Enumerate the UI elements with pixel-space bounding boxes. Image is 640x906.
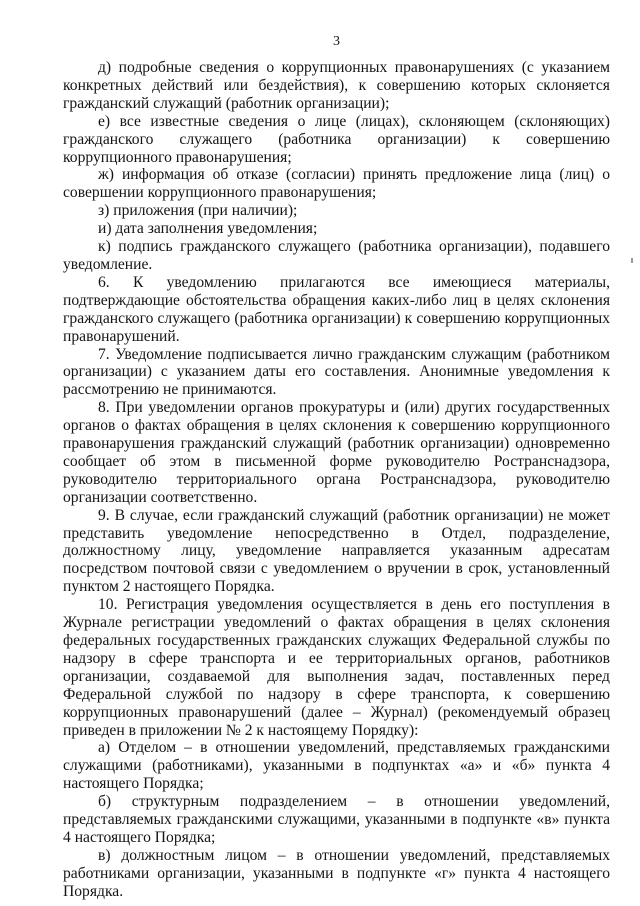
paragraph-10: 10. Регистрация уведомления осуществляется в день его поступления в Журнале регистрации уведомлений о фактах обращения в целях склонения федеральных государственных гражданских служащих Федеральной службы по надзору в сфере транспорта и ее территориальных органов, работников организации, создаваемой для выполнения задач, поставленных перед Федеральной службой по надзору в сфере транспорта, к совершению коррупционных правонарушений (далее – Журнал) (рекомендуемый образец приведен в приложении № 2 к настоящему Порядку):	[63, 596, 610, 739]
paragraph-10-b: б) структурным подразделением – в отношении уведомлений, представляемых гражданскими служащими, указанными в подпункте «в» пункта 4 настоящего Порядка;	[63, 793, 610, 846]
paragraph-item-z: з) приложения (при наличии);	[98, 202, 298, 220]
paragraph-10-v: в) должностным лицом – в отношении уведомлений, представляемых работниками организации, указанными в подпункте «г» пункта 4 настоящего Порядка.	[63, 846, 610, 900]
paragraph-item-zh: ж) информация об отказе (согласии) принять предложение лица (лиц) о совершении коррупционного правонарушения;	[63, 166, 610, 202]
page-number: 3	[333, 34, 340, 49]
scan-artifact	[631, 258, 633, 263]
paragraph-7: 7. Уведомление подписывается лично гражданским служащим (работником организации) с указанием даты его составления. Анонимные уведомления к рассмотрению не принимаются.	[63, 345, 610, 399]
paragraph-item-e: е) все известные сведения о лице (лицах), склоняющем (склоняющих) гражданского служащего (работника организации) к совершению коррупционного правонарушения;	[63, 112, 610, 166]
paragraph-item-k: к) подпись гражданского служащего (работника организации), подавшего уведомление.	[63, 238, 610, 273]
paragraph-6: 6. К уведомлению прилагаются все имеющиеся материалы, подтверждающие обстоятельства обращения каких-либо лиц в целях склонения гражданского служащего (работника организации) к совершению коррупционных правонарушений.	[63, 273, 610, 345]
paragraph-item-i: и) дата заполнения уведомления;	[98, 220, 318, 238]
paragraph-8: 8. При уведомлении органов прокуратуры и (или) других государственных органов о фактах обращения в целях склонения к совершению коррупционного правонарушения гражданский служащий (работник организации) одновременно сообщает об этом в письменной форме руководителю Ространснадзора, руководителю территориального органа Ространснадзора, руководителю организации соответственно.	[63, 399, 610, 506]
paragraph-9: 9. В случае, если гражданский служащий (работник организации) не может представить уведомление непосредственно в Отдел, подразделение, должностному лицу, уведомление направляется указанным адресатам посредством почтовой связи с уведомлением о вручении в срок, установленный пунктом 2 настоящего Порядка.	[63, 506, 610, 596]
paragraph-10-a: а) Отделом – в отношении уведомлений, представляемых гражданскими служащими (работниками), указанными в подпунктах «а» и «б» пункта 4 настоящего Порядка;	[63, 739, 610, 793]
paragraph-item-d: д) подробные сведения о коррупционных правонарушениях (с указанием конкретных действий или бездействия), к совершению которых склоняется гражданский служащий (работник организации);	[63, 59, 610, 112]
document-body	[63, 59, 610, 901]
